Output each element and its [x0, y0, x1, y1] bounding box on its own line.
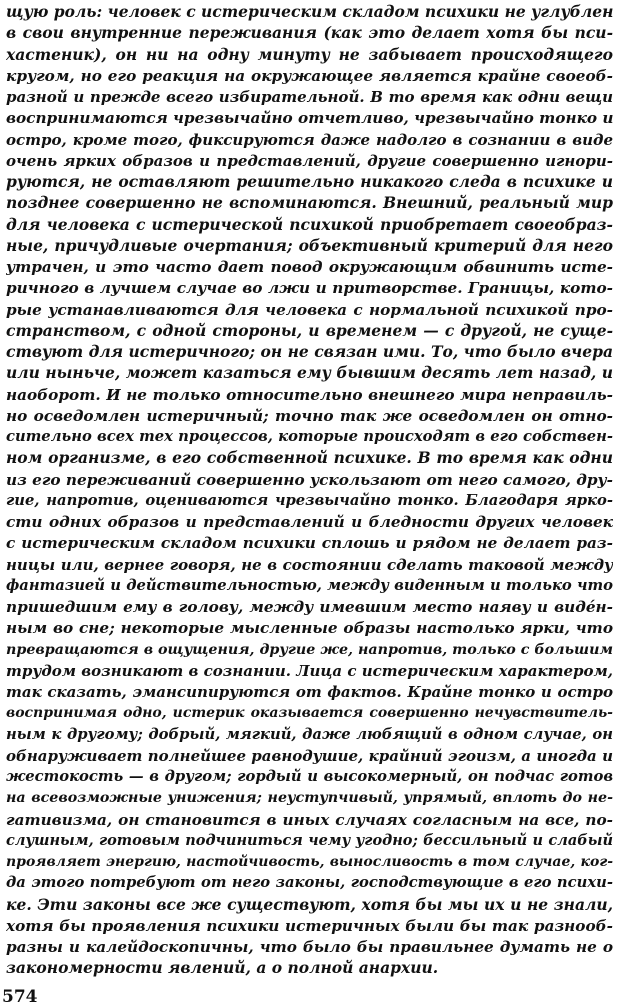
text-line: обнаруживает полнейшее равнодушие, крайний эгоизм, а иногда и [6, 746, 613, 765]
text-line: разны и калейдоскопичны, что было бы правильнее думать не о [6, 938, 613, 956]
text-line: гие, напротив, оцениваются чрезвычайно тонко. Благодаря ярко- [6, 491, 613, 509]
text-line: ницы или, вернее говоря, не в состоянии сделать таковой между [6, 555, 613, 574]
text-line: ным во сне; некоторые мысленные образы настолько ярки, что [6, 619, 613, 638]
text-line: ке. Эти законы все же существуют, хотя бы мы их и не знали, [6, 894, 613, 914]
text-line: из его переживаний совершенно ускользают от него самого, дру- [6, 470, 613, 489]
text-line: рые устанавливаются для человека с нормальной психикой про- [6, 300, 613, 319]
text-line: пришедшим ему в голову, между имевшим место наяву и видéн- [6, 598, 613, 616]
text-line: утрачен, и это часто дает повод окружающим обвинить исте- [6, 258, 613, 276]
text-line: позднее совершенно не вспоминаются. Внешний, реальный мир [6, 193, 613, 213]
text-line: руются, не оставляют решительно никакого следа в психике и [6, 172, 613, 191]
text-line: на всевозможные унижения; неуступчивый, упрямый, вплоть до не- [6, 790, 613, 807]
text-line: сительно всех тех процессов, которые происходят в его собствен- [6, 428, 613, 445]
text-line: да этого потребуют от него законы, господствующие в его психи- [6, 874, 613, 892]
text-line: хастеник), он ни на одну минуту не забывает происходящего [6, 44, 613, 64]
text-line: ствуют для истеричного; он не связан ими. То, что было вчера [6, 342, 613, 361]
text-line: щую роль: человек с истерическим складом психики не углублен [6, 2, 613, 21]
text-line: воспринимаются чрезвычайно отчетливо, чрезвычайно тонко и [6, 109, 613, 128]
text-line: трудом возникают в сознании. Лица с истерическим характером, [6, 661, 613, 680]
text-line: кругом, но его реакция на окружающее является крайне своеоб- [6, 66, 613, 85]
text-line: в свои внутренние переживания (как это делает хотя бы пси- [6, 23, 613, 43]
page-number: 574 [2, 987, 38, 1007]
text-line: так сказать, эмансипируются от фактов. Крайне тонко и остро [6, 683, 613, 701]
text-line: сти одних образов и представлений и бледности других человек [6, 513, 613, 531]
text-line: воспринимая одно, истерик оказывается совершенно нечувствитель- [6, 705, 613, 722]
text-line: хотя бы проявления психики истеричных были бы так разнооб- [6, 916, 613, 935]
text-line: ные, причудливые очертания; объективный критерий для него [6, 235, 613, 255]
text-line: проявляет энергию, настойчивость, выносливость в том случае, ког- [6, 854, 613, 870]
text-line: фантазией и действительностью, между виденным и только что [6, 576, 613, 594]
text-line: с истерическим складом психики сплошь и рядом не делает раз- [6, 534, 613, 553]
text-line: ным к другому; добрый, мягкий, даже любящий в одном случае, он [6, 725, 613, 743]
text-line: ричного в лучшем случае во лжи и притворстве. Границы, кото- [6, 279, 613, 298]
text-line: наоборот. И не только относительно внешнего мира неправиль- [6, 385, 613, 404]
text-line: для человека с истерической психикой приобретает своеобраз- [6, 214, 613, 234]
text-line: странством, с одной стороны, и временем — с другой, не суще- [6, 320, 613, 340]
text-line: гативизма, он становится в иных случаях согласным на все, по- [6, 810, 613, 829]
text-line: остро, кроме того, фиксируются даже надолго в сознании в виде [6, 130, 613, 149]
text-line: жестокость — в другом; гордый и высокомерный, он подчас готов [6, 768, 613, 785]
text-line: или ныньче, может казаться ему бывшим десять лет назад, и [6, 363, 613, 383]
text-line: ном организме, в его собственной психике. В то время как одни [6, 448, 613, 468]
text-line: разной и прежде всего избирательной. В то время как одни вещи [6, 88, 613, 106]
text-line: слушным, готовым подчиниться чему угодно; бессильный и слабый [6, 831, 613, 849]
text-line: очень ярких образов и представлений, другие совершенно игнори- [6, 151, 613, 170]
text-line: превращаются в ощущения, другие же, напротив, только с большим [6, 641, 613, 658]
text-line: закономерности явлений, а о полной анархии. [6, 958, 439, 978]
text-line: но осведомлен истеричный; точно так же осведомлен он отно- [6, 406, 613, 425]
